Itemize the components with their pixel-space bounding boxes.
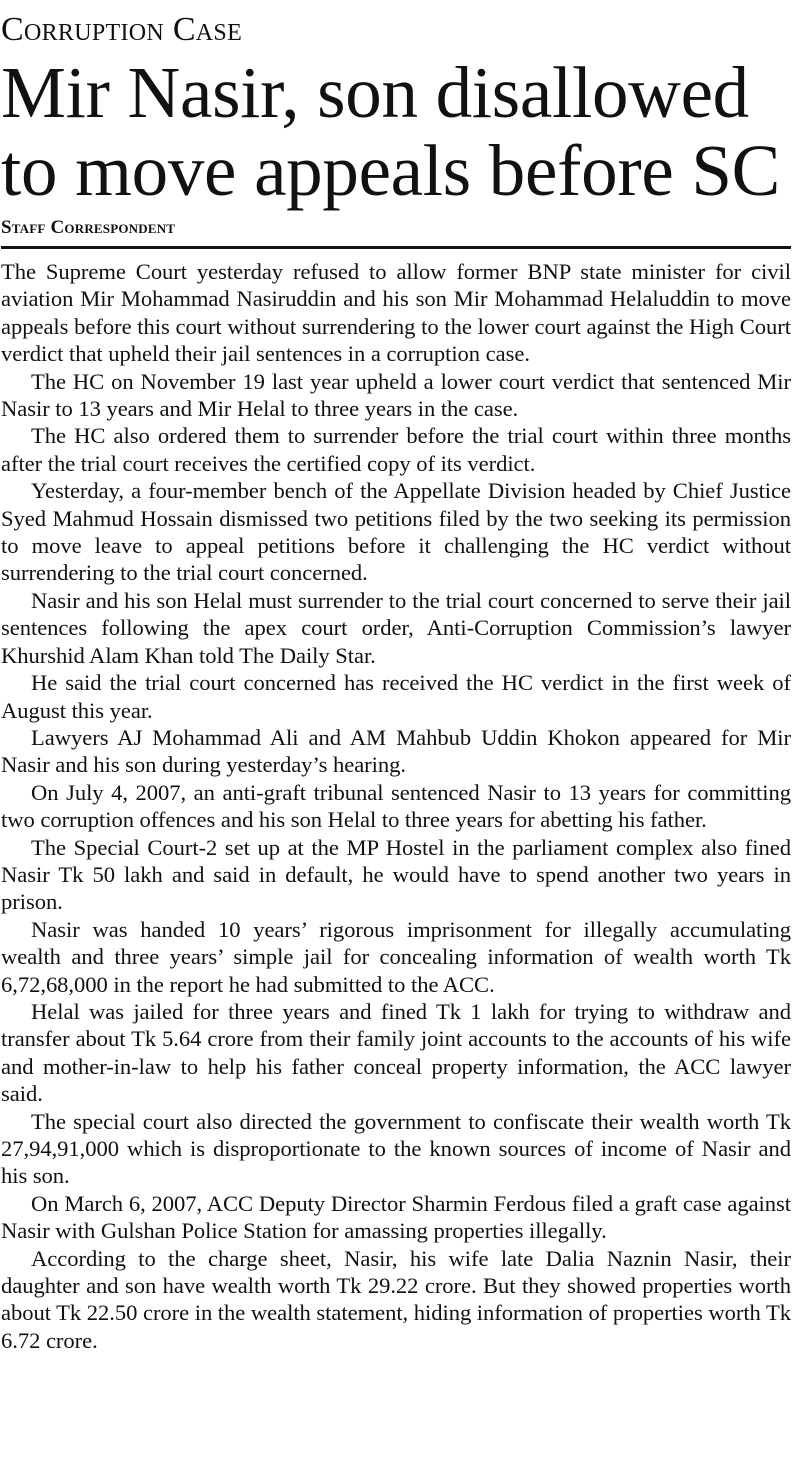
article-headline: Mir Nasir, son disallowed to move appeals before SC [1, 52, 781, 211]
article-kicker: Corruption Case [1, 11, 243, 48]
article-paragraph: The HC also ordered them to surrender before the trial court within three months after the trial court receives the certified copy of its verdict. [1, 423, 791, 476]
headline-divider [1, 246, 791, 249]
article-paragraph: The special court also directed the government to confiscate their wealth worth Tk 27,94,91,000 which is disproportionate to the known sources of income of Nasir and his son. [1, 1108, 791, 1189]
article-paragraph: According to the charge sheet, Nasir, his wife late Dalia Naznin Nasir, their daughter and son have wealth worth Tk 29.22 crore. But they showed properties worth about Tk 22.50 crore in the wealth statement, hiding information of properties worth Tk 6.72 crore. [1, 1245, 791, 1353]
article-paragraph: On July 4, 2007, an anti-graft tribunal sentenced Nasir to 13 years for committing two corruption offences and his son Helal to three years for abetting his father. [1, 779, 791, 833]
article-paragraph: Helal was jailed for three years and fined Tk 1 lakh for trying to withdraw and transfer about Tk 5.64 crore from their family joint accounts to the accounts of his wife and mother-in-law to help his father conceal property information, the ACC lawyer said. [1, 998, 791, 1107]
article-paragraph: On March 6, 2007, ACC Deputy Director Sharmin Ferdous filed a graft case against Nasir with Gulshan Police Station for amassing properties illegally. [1, 1190, 791, 1244]
article-paragraph: The Supreme Court yesterday refused to allow former BNP state minister for civil aviation Mir Mohammad Nasiruddin and his son Mir Mohammad Helaluddin to move appeals before this court without surrendering to the lower court against the High Court verdict that upheld their jail sentences in a corruption case. [1, 259, 791, 367]
article-paragraph: Nasir was handed 10 years’ rigorous imprisonment for illegally accumulating wealth and three years’ simple jail for concealing information of wealth worth Tk 6,72,68,000 in the report he had submitted to the ACC. [1, 916, 791, 997]
article-paragraph: The Special Court-2 set up at the MP Hostel in the parliament complex also fined Nasir Tk 50 lakh and said in default, he would have to spend another two years in prison. [1, 834, 791, 915]
article-paragraph: He said the trial court concerned has received the HC verdict in the first week of August this year. [1, 670, 791, 723]
article-paragraph: Nasir and his son Helal must surrender to the trial court concerned to serve their jail sentences following the apex court order, Anti-Corruption Commission’s lawyer Khurshid Alam Khan told The Daily Star. [1, 587, 791, 668]
article-byline: Staff Correspondent [1, 217, 176, 238]
article-paragraph: Lawyers AJ Mohammad Ali and AM Mahbub Uddin Khokon appeared for Mir Nasir and his son during yesterday’s hearing. [1, 724, 791, 778]
article-paragraph: The HC on November 19 last year upheld a lower court verdict that sentenced Mir Nasir to 13 years and Mir Helal to three years in the case. [1, 368, 791, 422]
article-paragraph: Yesterday, a four-member bench of the Appellate Division headed by Chief Justice Syed Mahmud Hossain dismissed two petitions filed by the two seeking its permission to move leave to appeal petitions before it challenging the HC verdict without surrendering to the trial court concerned. [1, 478, 791, 586]
article-body [1, 258, 791, 1354]
